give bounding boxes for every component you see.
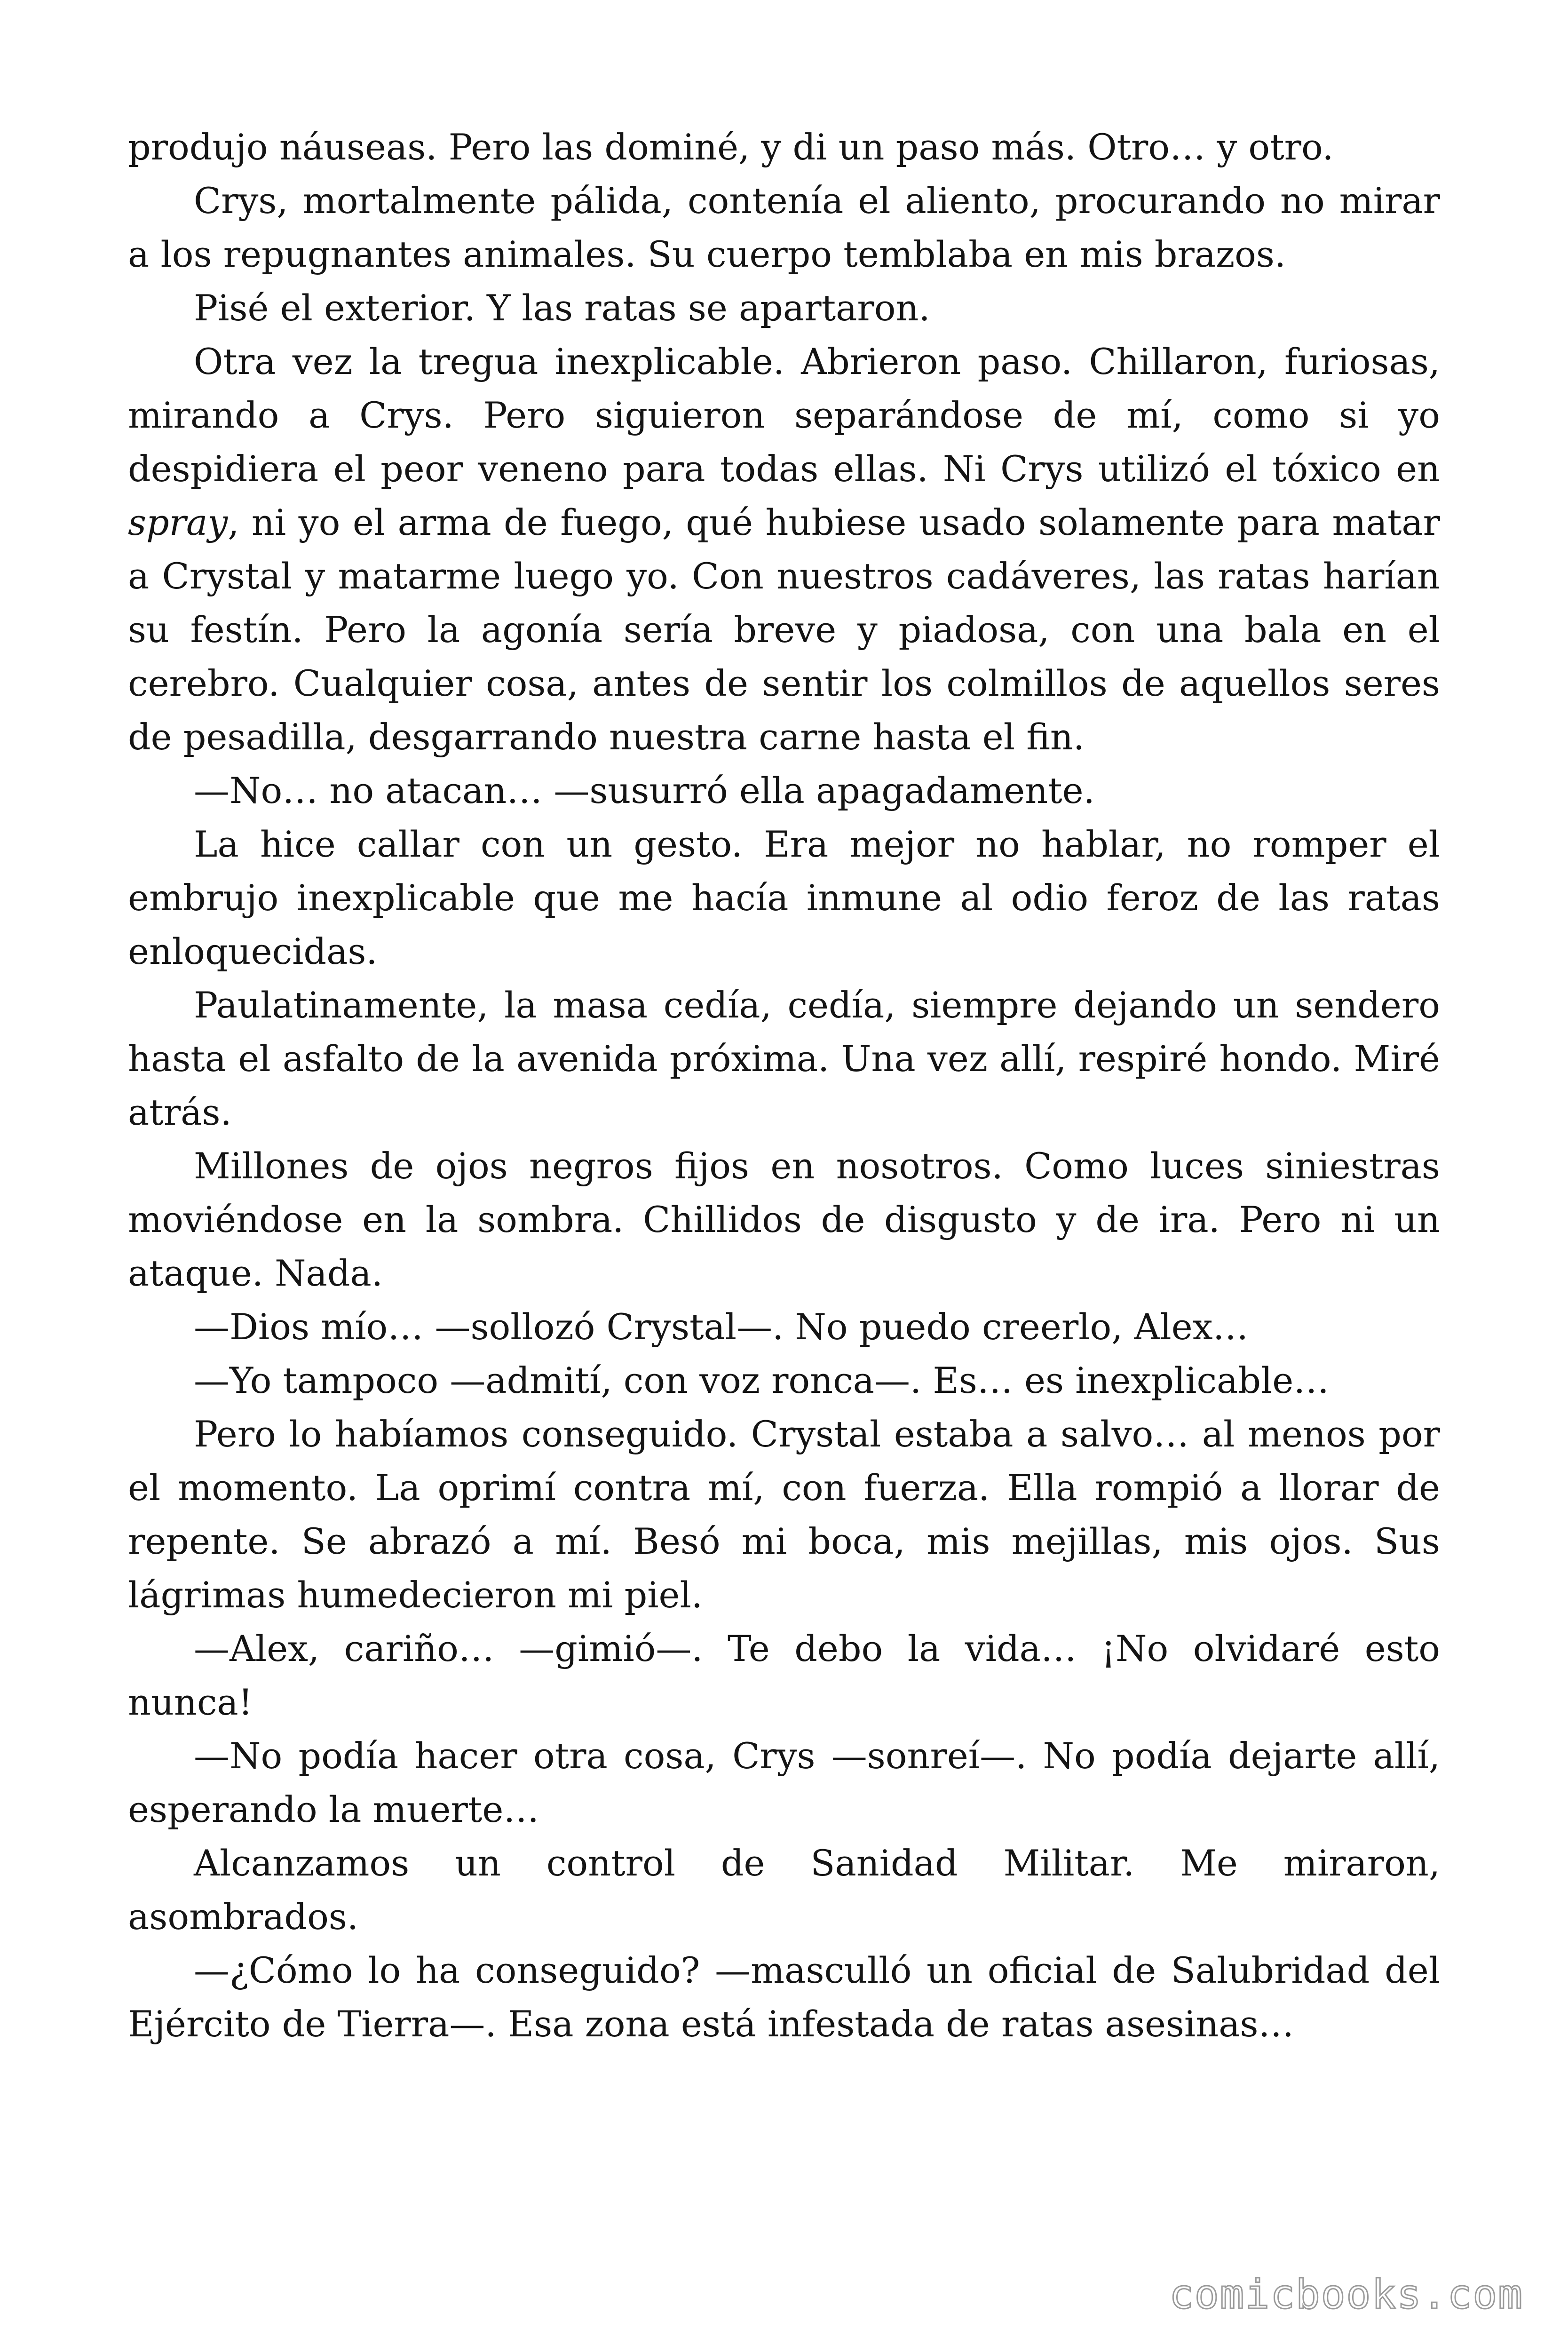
paragraph: —¿Cómo lo ha conseguido? —masculló un oficial de Salubridad del Ejército de Tierra—. Esa zona está infestada de ratas asesinas…: [128, 1949, 1440, 2045]
paragraph: Millones de ojos negros fijos en nosotros. Como luces siniestras moviéndose en la sombra. Chillidos de disgusto y de ira. Pero ni un ataque. Nada.: [128, 1145, 1440, 1294]
paragraph: —Yo tampoco —admití, con voz ronca—. Es… es inexplicable…: [194, 1359, 1330, 1401]
italic-word: spray: [128, 501, 228, 543]
paragraph: —No podía hacer otra cosa, Crys —sonreí—. No podía dejarte allí, esperando la muerte…: [128, 1735, 1440, 1830]
paragraph: Paulatinamente, la masa cedía, cedía, siempre dejando un sendero hasta el asfalto de la avenida próxima. Una vez allí, respiré hondo. Miré atrás.: [128, 984, 1440, 1133]
paragraph: La hice callar con un gesto. Era mejor no hablar, no romper el embrujo inexplicable que me hacía inmune al odio feroz de las ratas enloquecidas.: [128, 823, 1440, 972]
paragraph: —No… no atacan… —susurró ella apagadamente.: [194, 770, 1095, 811]
paragraph: Alcanzamos un control de Sanidad Militar. Me miraron, asombrados.: [128, 1842, 1440, 1938]
paragraph: —Alex, cariño… —gimió—. Te debo la vida… ¡No olvidaré esto nunca!: [128, 1628, 1440, 1723]
paragraph: Crys, mortalmente pálida, contenía el aliento, procurando no mirar a los repugnantes animales. Su cuerpo temblaba en mis brazos.: [128, 180, 1440, 275]
book-page-text: [128, 120, 1440, 2051]
paragraph: Pisé el exterior. Y las ratas se apartaron.: [194, 287, 930, 329]
paragraph-text: , ni yo el arma de fuego, qué hubiese usado solamente para matar a Crystal y matarme luego yo. Con nuestros cadáveres, las ratas harían su festín. Pero la agonía sería breve y piadosa, con una bala en el cerebro. Cualquier cosa, antes de sentir los colmillos de aquellos seres de pesadilla, desgarrando nuestra carne hasta el fin.: [128, 501, 1440, 758]
paragraph: Pero lo habíamos conseguido. Crystal estaba a salvo… al menos por el momento. La oprimí contra mí, con fuerza. Ella rompió a llorar de repente. Se abrazó a mí. Besó mi boca, mis mejillas, mis ojos. Sus lágrimas humedecieron mi piel.: [128, 1413, 1440, 1616]
paragraph-text: Otra vez la tregua inexplicable. Abrieron paso. Chillaron, furiosas, mirando a Crys. Pero siguieron separándose de mí, como si yo despidiera el peor veneno para todas ellas. Ni Crys utilizó el tóxico en: [128, 341, 1440, 490]
paragraph: [128, 335, 1440, 764]
paragraph: —Dios mío… —sollozó Crystal—. No puedo creerlo, Alex…: [194, 1306, 1249, 1348]
paragraph: produjo náuseas. Pero las dominé, y di un paso más. Otro… y otro.: [128, 126, 1334, 168]
watermark: comicbooks.com: [1169, 2271, 1523, 2318]
